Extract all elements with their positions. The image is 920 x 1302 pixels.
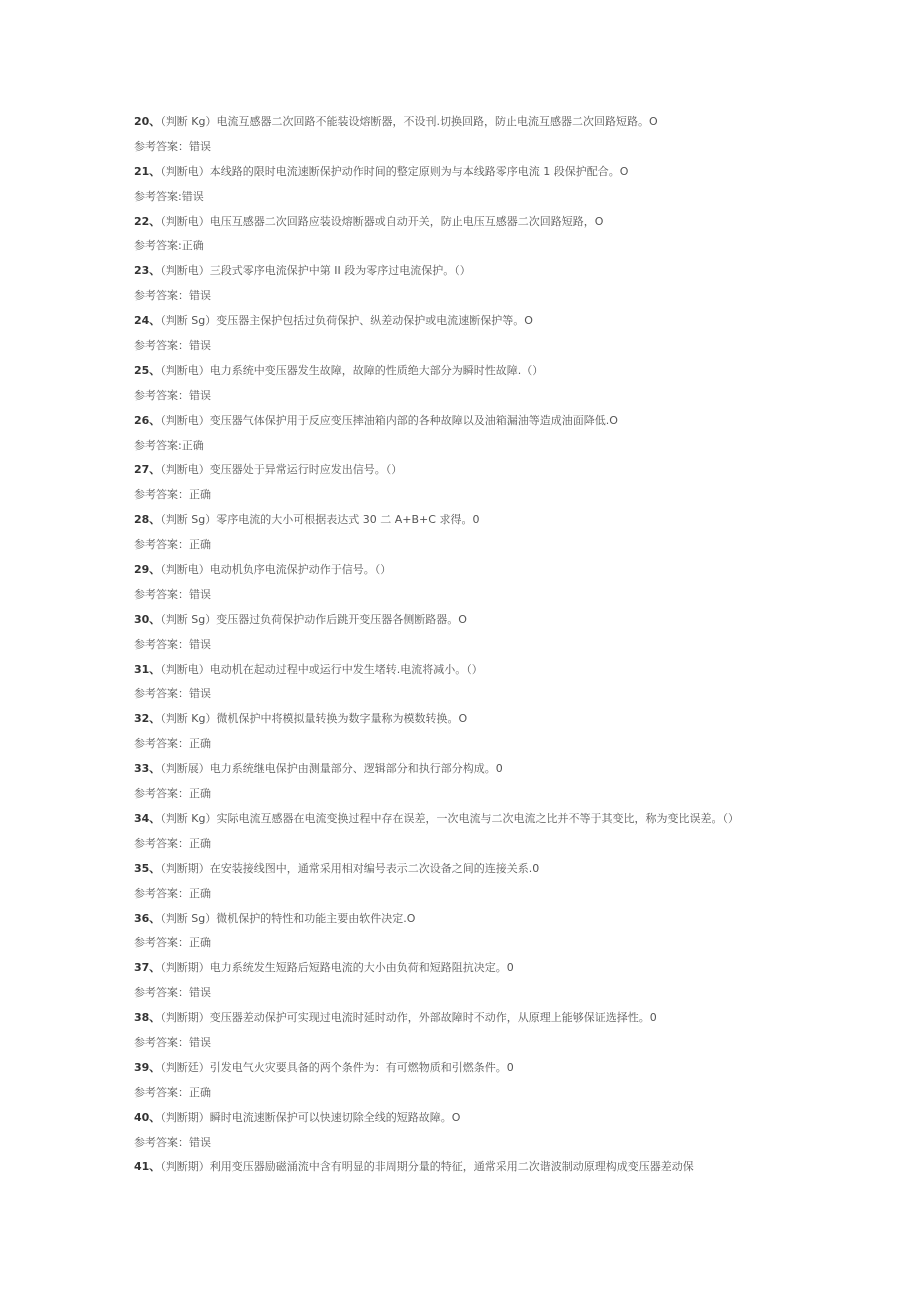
answer-line: 参考答案：错误 — [134, 1035, 211, 1049]
question-text: （判断期）电力系统发生短路后短路电流的大小由负荷和短路阻抗决定。0 — [160, 961, 514, 975]
question-item — [134, 608, 794, 633]
answer-line: 参考答案：错误 — [134, 1135, 211, 1149]
answer-line: 参考答案：正确 — [134, 488, 211, 502]
question-number: 28、 — [134, 513, 161, 527]
question-number: 24、 — [134, 314, 161, 328]
answer-line: 参考答案：正确 — [134, 1085, 211, 1099]
question-text: （判断 Sg）微机保护的特性和功能主要由软件决定.O — [160, 911, 416, 925]
question-item — [134, 956, 794, 981]
question-text: （判断 Kg）电流互感器二次回路不能装设熔断器，不设刊.切换回路，防止电流互感器二次回路短路。O — [160, 115, 658, 128]
question-number: 25、 — [134, 363, 161, 377]
question-number: 20、 — [134, 115, 161, 128]
question-text: （判断 Kg）实际电流互感器在电流变换过程中存在误差，一次电流与二次电流之比并不等于其变比，称为变比误差。（） — [160, 811, 740, 825]
answer-line: 参考答案：正确 — [134, 538, 211, 552]
question-item — [134, 409, 794, 434]
question-text: （判断电）变压器处于异常运行时应发出信号。（） — [160, 463, 403, 477]
question-item — [134, 110, 794, 135]
question-list — [134, 110, 794, 1180]
question-number: 30、 — [134, 612, 161, 626]
question-text: （判断期）变压器差动保护可实现过电流时延时动作，外部故障时不动作，从原理上能够保证选择性。0 — [160, 1011, 657, 1025]
answer-line: 参考答案：正确 — [134, 936, 211, 950]
answer-line: 参考答案:错误 — [134, 189, 204, 203]
question-number: 29、 — [134, 563, 161, 577]
answer-line: 参考答案：错误 — [134, 986, 211, 1000]
question-number: 38、 — [134, 1011, 161, 1025]
question-item — [134, 359, 794, 384]
question-item — [134, 558, 794, 583]
question-item — [134, 309, 794, 334]
question-item — [134, 807, 794, 832]
question-number: 23、 — [134, 264, 161, 278]
question-number: 27、 — [134, 463, 161, 477]
question-text: （判断 Kg）微机保护中将模拟量转换为数字量称为模数转换。O — [160, 712, 468, 726]
question-number: 32、 — [134, 712, 161, 726]
question-item — [134, 907, 794, 932]
question-item — [134, 757, 794, 782]
question-number: 31、 — [134, 662, 161, 676]
answer-line: 参考答案：错误 — [134, 388, 211, 402]
answer-line: 参考答案：正确 — [134, 886, 211, 900]
answer-line: 参考答案:正确 — [134, 239, 204, 253]
question-text: （判断电）变压器气体保护用于反应变压摔油箱内部的各种故障以及油箱漏油等造成油面降低.O — [160, 413, 618, 427]
answer-line: 参考答案：错误 — [134, 587, 211, 601]
question-item — [134, 210, 794, 235]
question-number: 21、 — [134, 164, 161, 178]
question-text: （判断 Sg）变压器过负荷保护动作后跳开变压器各侧断路器。O — [160, 612, 467, 626]
question-text: （判断电）电力系统中变压器发生故障，故障的性质绝大部分为瞬时性故障.（） — [160, 363, 544, 377]
question-number: 26、 — [134, 413, 161, 427]
question-number: 39、 — [134, 1060, 161, 1074]
answer-line: 参考答案：错误 — [134, 289, 211, 303]
answer-line: 参考答案：正确 — [134, 737, 211, 751]
answer-line: 参考答案：正确 — [134, 787, 211, 801]
question-item — [134, 658, 794, 683]
question-text: （判断期）在安装接线图中，通常采用相对编号表示二次设备之间的连接关系.0 — [160, 861, 540, 875]
question-item — [134, 707, 794, 732]
question-number: 37、 — [134, 961, 161, 975]
question-number: 35、 — [134, 861, 161, 875]
question-number: 36、 — [134, 911, 161, 925]
answer-line: 参考答案：错误 — [134, 339, 211, 353]
question-item — [134, 1006, 794, 1031]
answer-line: 参考答案：错误 — [134, 637, 211, 651]
question-text: （判断展）电力系统继电保护由测量部分、逻辑部分和执行部分构成。0 — [160, 762, 503, 776]
question-text: （判断期）利用变压器励磁涌流中含有明显的非周期分量的特征，通常采用二次谐波制动原理构成变压器差动保 — [160, 1160, 694, 1174]
question-item — [134, 458, 794, 483]
question-text: （判断 Sg）变压器主保护包括过负荷保护、纵差动保护或电流速断保护等。O — [160, 314, 533, 328]
question-number: 40、 — [134, 1110, 161, 1124]
answer-line: 参考答案：错误 — [134, 139, 211, 153]
answer-line: 参考答案：正确 — [134, 836, 211, 850]
question-number: 33、 — [134, 762, 161, 776]
question-text: （判断电）三段式零序电流保护中第 II 段为零序过电流保护。（） — [160, 264, 471, 278]
question-number: 41、 — [134, 1160, 161, 1174]
question-item — [134, 259, 794, 284]
question-item — [134, 508, 794, 533]
question-text: （判断 Sg）零序电流的大小可根据表达式 30 二 A+B+C 求得。0 — [160, 513, 480, 527]
question-text: （判断期）瞬时电流速断保护可以快速切除全线的短路故障。O — [160, 1110, 461, 1124]
question-item — [134, 1106, 794, 1131]
question-item — [134, 160, 794, 185]
question-text: （判断电）电动机在起动过程中或运行中发生堵转.电流将减小。（） — [160, 662, 483, 676]
question-item — [134, 1155, 794, 1180]
question-text: （判断电）本线路的限时电流速断保护动作时间的整定原则为与本线路零序电流 1 段保护配合。O — [160, 164, 629, 178]
question-text: （判断电）电压互感器二次回路应装设熔断器或自动开关，防止电压互感器二次回路短路，O — [160, 214, 604, 228]
question-number: 34、 — [134, 811, 161, 825]
answer-line: 参考答案：错误 — [134, 687, 211, 701]
question-text: （判断电）电动机负序电流保护动作于信号。（） — [160, 563, 392, 577]
question-number: 22、 — [134, 214, 161, 228]
question-text: （判断廷）引发电气火灾要具备的两个条件为：有可燃物质和引燃条件。0 — [160, 1060, 514, 1074]
question-item — [134, 1056, 794, 1081]
answer-line: 参考答案:正确 — [134, 438, 204, 452]
question-item — [134, 857, 794, 882]
